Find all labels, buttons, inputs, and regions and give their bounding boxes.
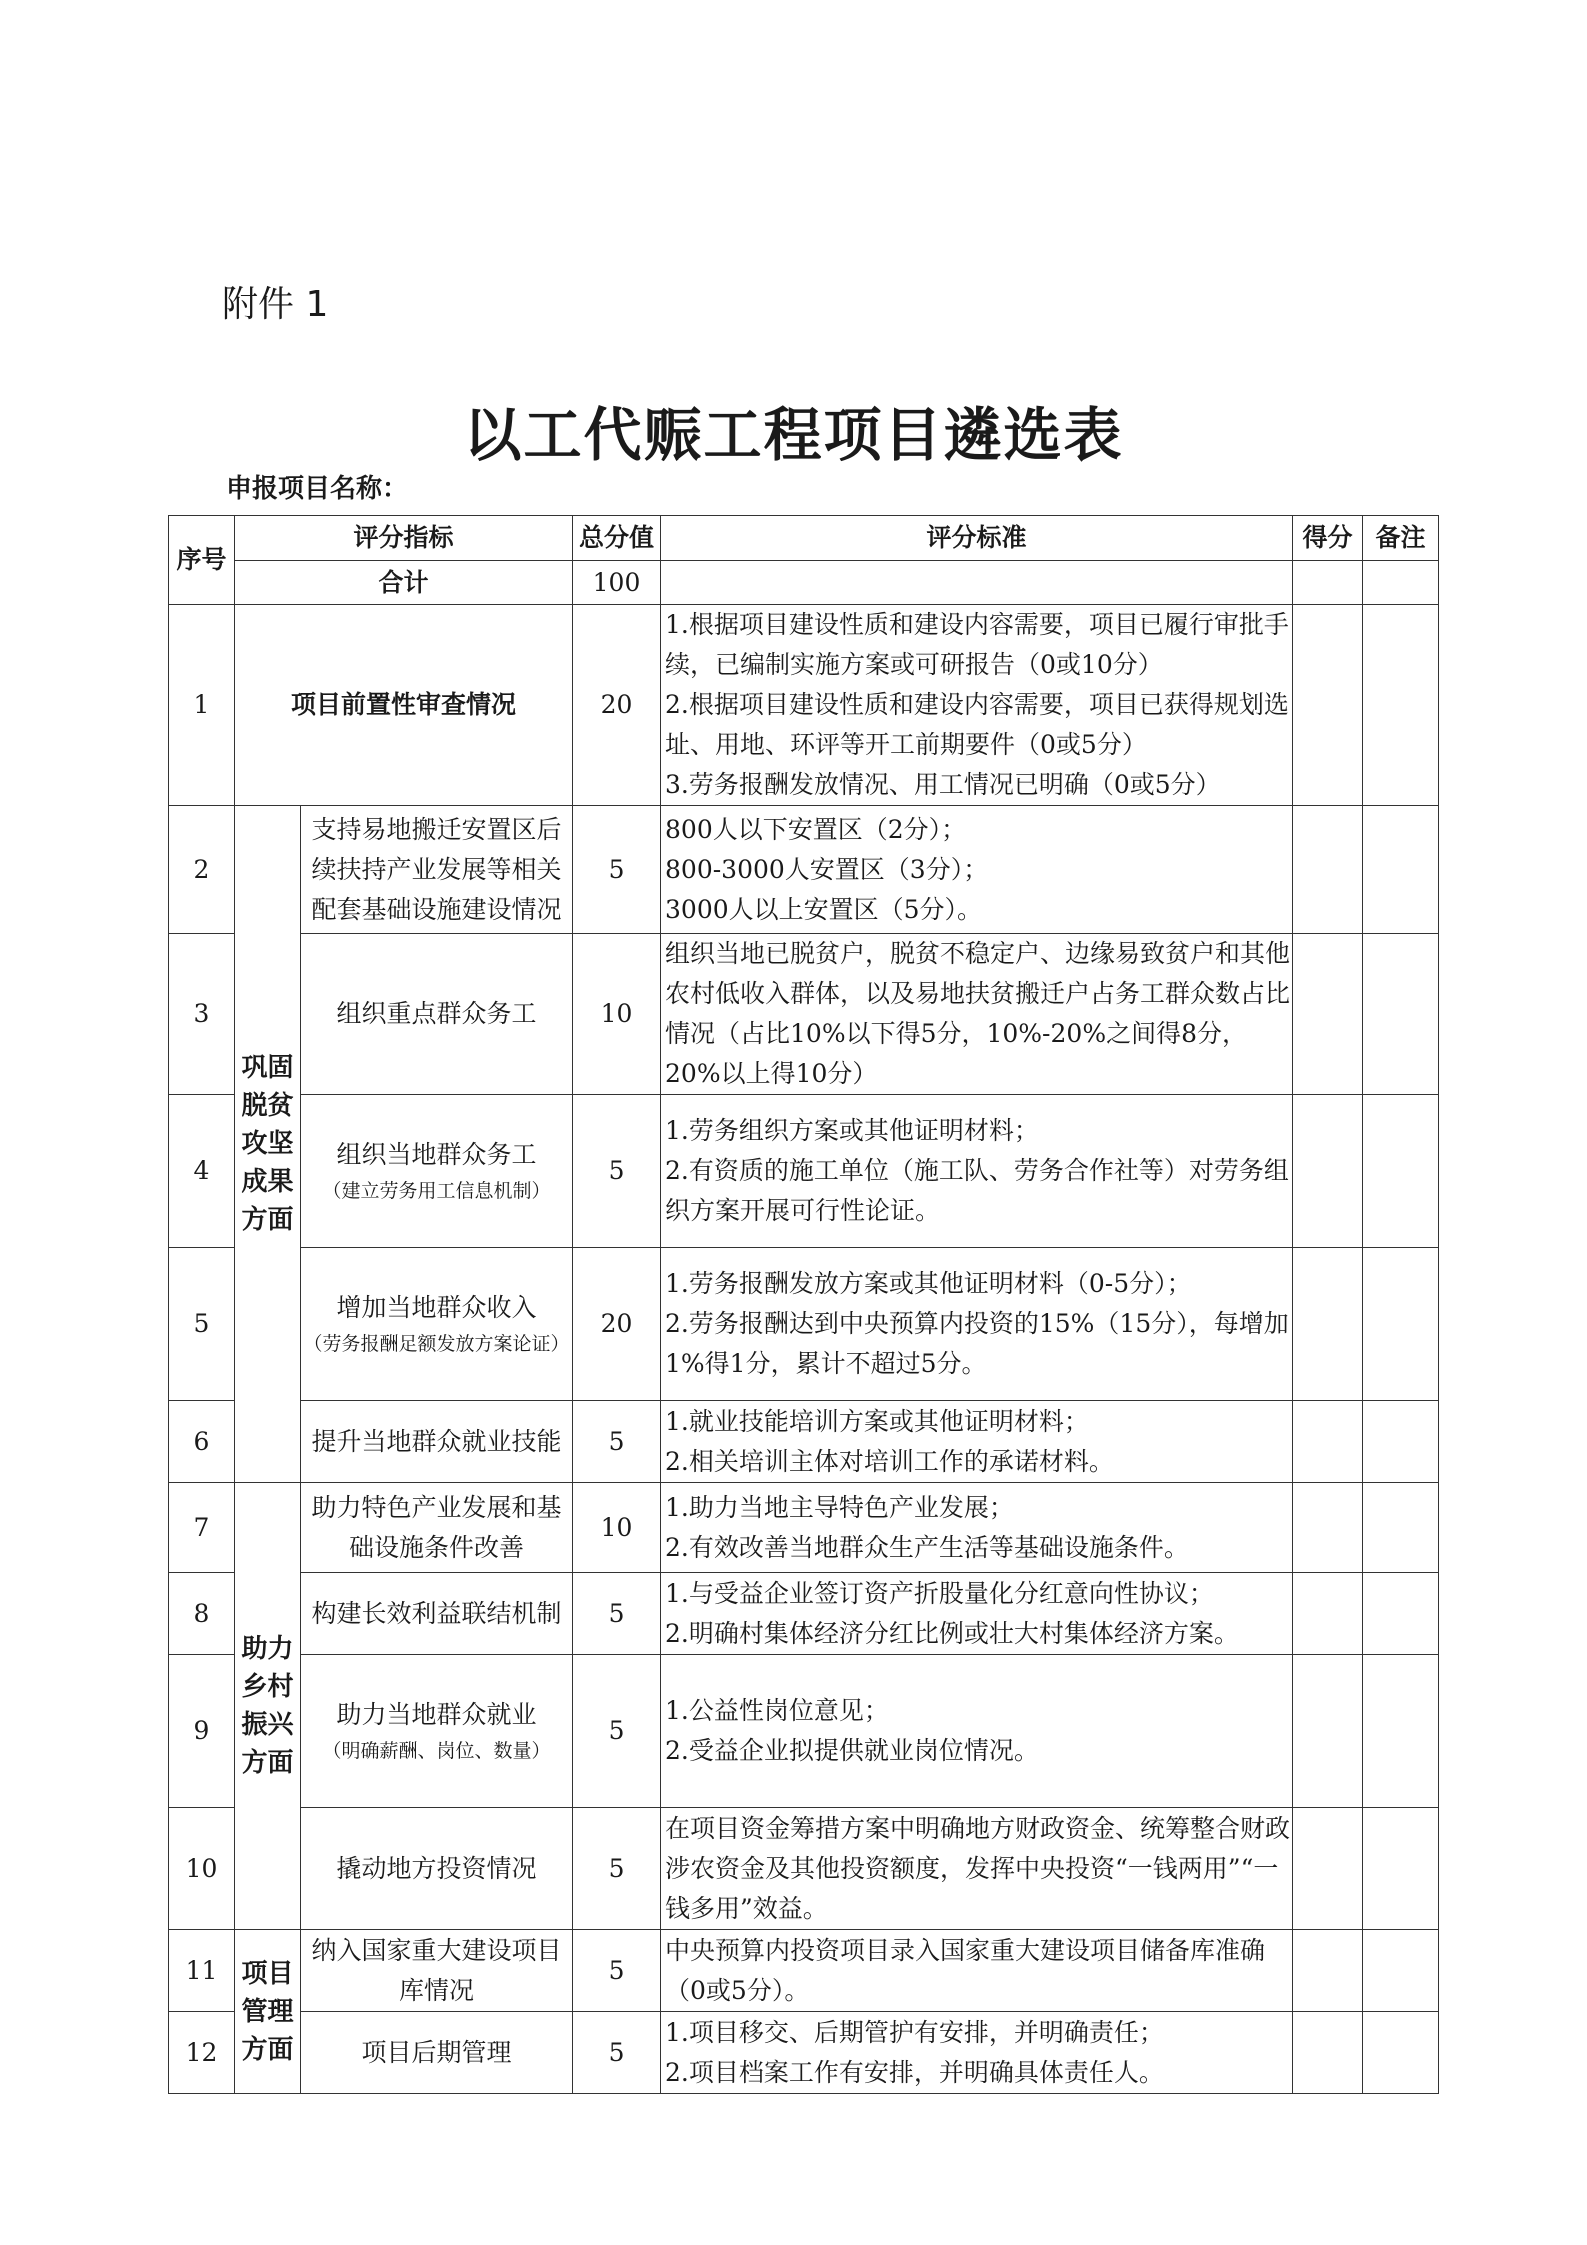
row-indicator-cell [301, 1095, 573, 1248]
row-seq: 11 [169, 1930, 235, 2012]
note-input-cell[interactable] [1363, 1483, 1439, 1573]
row-criteria: 800人以下安置区（2分）； 800-3000人安置区（3分）； 3000人以上安置区（5分）。 [661, 806, 1293, 934]
total-label: 合计 [235, 561, 573, 605]
table-row [169, 2012, 1439, 2094]
row-criteria: 1.助力当地主导特色产业发展； 2.有效改善当地群众生产生活等基础设施条件。 [661, 1483, 1293, 1573]
row-indicator: 撬动地方投资情况 [301, 1808, 573, 1930]
row-indicator-note: （劳务报酬足额发放方案论证） [303, 1333, 570, 1355]
row-indicator-note: （建立劳务用工信息机制） [322, 1180, 551, 1202]
row-indicator: 构建长效利益联结机制 [301, 1573, 573, 1655]
note-input-cell[interactable] [1363, 934, 1439, 1095]
row-score: 5 [573, 1095, 661, 1248]
score-input-cell[interactable] [1293, 1930, 1363, 2012]
row-seq: 10 [169, 1808, 235, 1930]
row-criteria: 1.与受益企业签订资产折股量化分红意向性协议； 2.明确村集体经济分红比例或壮大村集体经济方案。 [661, 1573, 1293, 1655]
score-input-cell[interactable] [1293, 1483, 1363, 1573]
score-input-cell[interactable] [1293, 1655, 1363, 1808]
table-row [169, 605, 1439, 806]
row-indicator: 助力当地群众就业 [336, 1700, 537, 1729]
row-score: 5 [573, 806, 661, 934]
score-input-cell[interactable] [1293, 806, 1363, 934]
header-note: 备注 [1363, 516, 1439, 561]
row-seq: 1 [169, 605, 235, 806]
row-criteria: 1.根据项目建设性质和建设内容需要，项目已履行审批手续，已编制实施方案或可研报告（0或10分） 2.根据项目建设性质和建设内容需要，项目已获得规划选址、用地、环评等开工前期要件（0或5分） 3.劳务报酬发放情况、用工情况已明确（0或5分） [661, 605, 1293, 806]
row-score: 5 [573, 1401, 661, 1483]
row-score: 5 [573, 1930, 661, 2012]
note-input-cell[interactable] [1363, 1808, 1439, 1930]
table-row [169, 806, 1439, 934]
note-input-cell[interactable] [1363, 1401, 1439, 1483]
header-criteria: 评分标准 [661, 516, 1293, 561]
table-row [169, 1095, 1439, 1248]
score-input-cell[interactable] [1293, 1808, 1363, 1930]
category-revitalization: 助力 乡村 振兴 方面 [235, 1483, 301, 1930]
note-input-cell[interactable] [1363, 1095, 1439, 1248]
note-input-cell[interactable] [1363, 1573, 1439, 1655]
row-criteria: 1.劳务报酬发放方案或其他证明材料（0-5分）； 2.劳务报酬达到中央预算内投资的15%（15分），每增加1%得1分，累计不超过5分。 [661, 1248, 1293, 1401]
score-input-cell[interactable] [1293, 605, 1363, 806]
row-seq: 4 [169, 1095, 235, 1248]
score-input-cell[interactable] [1293, 1095, 1363, 1248]
row-indicator: 增加当地群众收入 [336, 1293, 537, 1322]
score-input-cell[interactable] [1293, 934, 1363, 1095]
row-score: 5 [573, 1655, 661, 1808]
row-indicator: 助力特色产业发展和基础设施条件改善 [301, 1483, 573, 1573]
row-score: 20 [573, 605, 661, 806]
row-criteria: 1.就业技能培训方案或其他证明材料； 2.相关培训主体对培训工作的承诺材料。 [661, 1401, 1293, 1483]
row-seq: 8 [169, 1573, 235, 1655]
total-value: 100 [573, 561, 661, 605]
row-indicator-cell [301, 1248, 573, 1401]
row-seq: 2 [169, 806, 235, 934]
row-indicator: 提升当地群众就业技能 [301, 1401, 573, 1483]
row-score: 5 [573, 2012, 661, 2094]
score-input-cell[interactable] [1293, 1248, 1363, 1401]
table-row [169, 1401, 1439, 1483]
note-input-cell[interactable] [1363, 2012, 1439, 2094]
row-seq: 3 [169, 934, 235, 1095]
row-criteria: 组织当地已脱贫户，脱贫不稳定户、边缘易致贫户和其他农村低收入群体，以及易地扶贫搬迁户占务工群众数占比情况（占比10%以下得5分，10%-20%之间得8分，20%以上得10分） [661, 934, 1293, 1095]
table-row [169, 1573, 1439, 1655]
document-title: 以工代赈工程项目遴选表 [463, 401, 1124, 469]
row-criteria: 在项目资金筹措方案中明确地方财政资金、统筹整合财政涉农资金及其他投资额度，发挥中央投资“一钱两用”“一钱多用”效益。 [661, 1808, 1293, 1930]
row-indicator: 项目后期管理 [301, 2012, 573, 2094]
note-input-cell[interactable] [1363, 1655, 1439, 1808]
header-indicator: 评分指标 [235, 516, 573, 561]
row-score: 10 [573, 1483, 661, 1573]
table-row [169, 1808, 1439, 1930]
row-indicator-note: （明确薪酬、岗位、数量） [322, 1740, 551, 1762]
header-seq: 序号 [169, 516, 235, 605]
category-management: 项目 管理 方面 [235, 1930, 301, 2094]
note-input-cell[interactable] [1363, 605, 1439, 806]
row-score: 20 [573, 1248, 661, 1401]
row-indicator: 项目前置性审查情况 [235, 605, 573, 806]
row-seq: 12 [169, 2012, 235, 2094]
total-criteria-cell [661, 561, 1293, 605]
note-input-cell[interactable] [1363, 1248, 1439, 1401]
row-criteria: 1.项目移交、后期管护有安排，并明确责任； 2.项目档案工作有安排，并明确具体责任人。 [661, 2012, 1293, 2094]
note-input-cell[interactable] [1363, 561, 1439, 605]
row-seq: 5 [169, 1248, 235, 1401]
category-consolidate: 巩固 脱贫 攻坚 成果 方面 [235, 806, 301, 1483]
note-input-cell[interactable] [1363, 806, 1439, 934]
row-criteria: 中央预算内投资项目录入国家重大建设项目储备库准确（0或5分）。 [661, 1930, 1293, 2012]
row-indicator: 组织重点群众务工 [301, 934, 573, 1095]
row-indicator: 支持易地搬迁安置区后续扶持产业发展等相关配套基础设施建设情况 [301, 806, 573, 934]
table-row [169, 1248, 1439, 1401]
row-indicator-cell [301, 1655, 573, 1808]
header-score: 得分 [1293, 516, 1363, 561]
row-criteria: 1.公益性岗位意见； 2.受益企业拟提供就业岗位情况。 [661, 1655, 1293, 1808]
row-seq: 6 [169, 1401, 235, 1483]
row-score: 5 [573, 1573, 661, 1655]
row-score: 5 [573, 1808, 661, 1930]
table-row [169, 1655, 1439, 1808]
selection-table [168, 515, 1439, 2094]
score-input-cell[interactable] [1293, 1573, 1363, 1655]
table-row [169, 1930, 1439, 2012]
row-seq: 9 [169, 1655, 235, 1808]
annex-label: 附件 1 [222, 284, 329, 325]
header-total: 总分值 [573, 516, 661, 561]
row-criteria: 1.劳务组织方案或其他证明材料； 2.有资质的施工单位（施工队、劳务合作社等）对劳务组织方案开展可行性论证。 [661, 1095, 1293, 1248]
row-score: 10 [573, 934, 661, 1095]
score-input-cell[interactable] [1293, 1401, 1363, 1483]
score-input-cell[interactable] [1293, 2012, 1363, 2094]
table-row [169, 934, 1439, 1095]
row-indicator: 组织当地群众务工 [336, 1140, 537, 1169]
note-input-cell[interactable] [1363, 1930, 1439, 2012]
row-seq: 7 [169, 1483, 235, 1573]
row-indicator: 纳入国家重大建设项目库情况 [301, 1930, 573, 2012]
score-input-cell[interactable] [1293, 561, 1363, 605]
table-row [169, 1483, 1439, 1573]
project-name-label: 申报项目名称： [226, 474, 409, 504]
